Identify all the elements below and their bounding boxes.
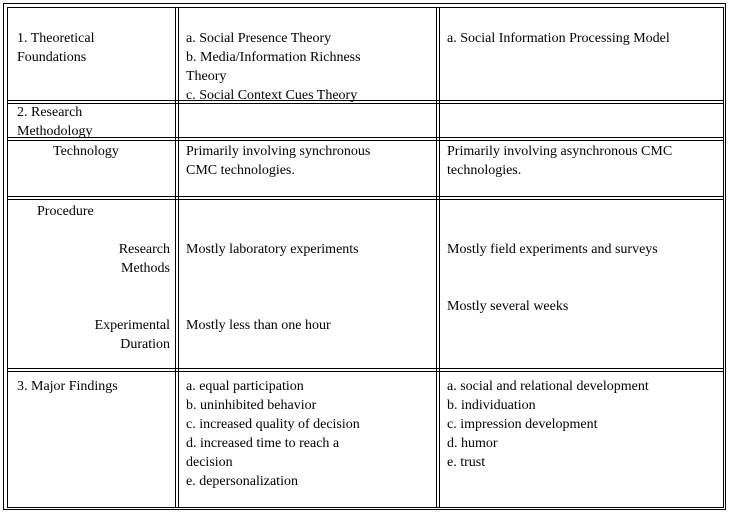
row-technology-label-cell: [7, 137, 179, 200]
comparison-table: [3, 3, 726, 510]
sub-label-research-methods: Research Methods: [118, 242, 170, 276]
row-major-findings-col-b: [436, 368, 724, 508]
cell-text: Primarily involving asynchronous CMC technologies.: [447, 144, 673, 178]
row-research-methodology-col-b: [436, 100, 724, 141]
row-technology-col-b: [436, 137, 724, 200]
row-label: 3. Major Findings: [17, 379, 118, 394]
row-theoretical-foundations-col-a: [175, 7, 440, 104]
cell-text-experimental-duration: Mostly less than one hour: [186, 318, 331, 333]
row-research-methodology-label-cell: [7, 100, 179, 141]
cell-text: Primarily involving synchronous CMC technologies.: [186, 144, 371, 178]
row-procedure-label-cell: [7, 196, 179, 372]
row-label: Technology: [53, 144, 119, 159]
sub-label-experimental-duration: Experimental Duration: [94, 318, 170, 352]
cell-text-research-methods: Mostly field experiments and surveys: [447, 242, 658, 257]
row-technology-col-a: [175, 137, 440, 200]
row-label: Procedure: [37, 204, 94, 219]
row-procedure-col-b: [436, 196, 724, 372]
cell-text: a. social and relational development b. individuation c. impression development d. humor e. trust: [447, 379, 649, 470]
row-research-methodology-col-a: [175, 100, 440, 141]
row-major-findings-label-cell: [7, 368, 179, 508]
cell-text-experimental-duration: Mostly several weeks: [447, 299, 569, 314]
row-label: 1. Theoretical Foundations: [17, 31, 95, 65]
cell-text-research-methods: Mostly laboratory experiments: [186, 242, 359, 257]
row-label: 2. Research Methodology: [17, 105, 93, 139]
cell-text: a. equal participation b. uninhibited behavior c. increased quality of decision d. increased time to reach a decision e. depersonalization: [186, 379, 360, 489]
row-theoretical-foundations-col-b: [436, 7, 724, 104]
cell-text: a. Social Presence Theory b. Media/Information Richness Theory c. Social Context Cues Theory: [186, 31, 361, 103]
row-major-findings-col-a: [175, 368, 440, 508]
cell-text: a. Social Information Processing Model: [447, 31, 670, 46]
row-procedure-col-a: [175, 196, 440, 372]
row-theoretical-foundations-label-cell: [7, 7, 179, 104]
